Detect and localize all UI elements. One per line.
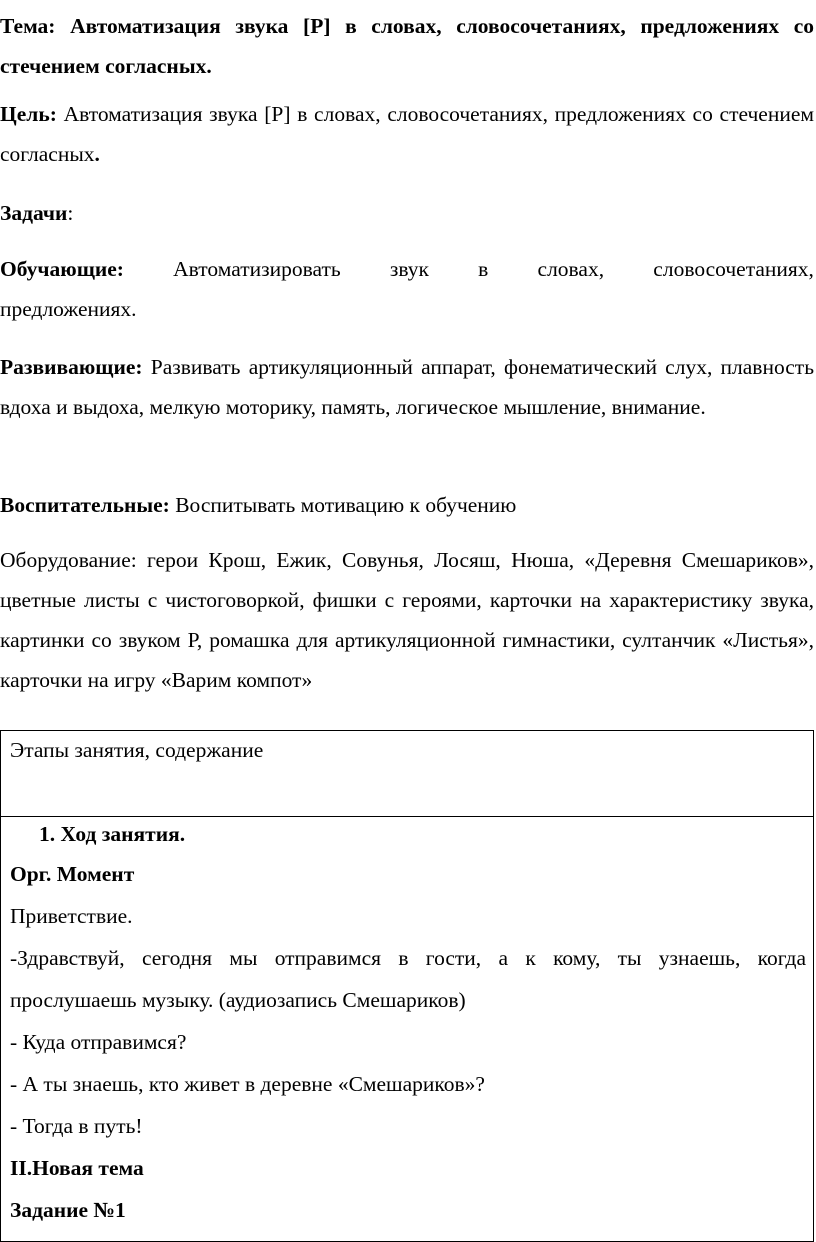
- educational-word: Автоматизировать: [173, 257, 341, 281]
- table-line: прослушаешь музыку. (аудиозапись Смешариков): [10, 988, 466, 1012]
- developing-text: Развивать артикуляционный аппарат, фонематический слух, плавность вдоха и выдоха, мелкую моторику, память, логическое мышление, внимание.: [0, 355, 814, 419]
- topic-label: Тема:: [0, 14, 56, 38]
- educational-label: Обучающие:: [0, 257, 124, 281]
- topic-text: Автоматизация звука [Р] в словах, словосочетаниях, предложениях со стечением согласных.: [0, 14, 814, 78]
- equipment-paragraph: [0, 540, 814, 700]
- table-line: - Куда отправимся?: [10, 1030, 187, 1054]
- educational-line-2: предложениях.: [0, 297, 137, 321]
- upbringing-paragraph: [0, 485, 814, 525]
- educational-line-1: [0, 249, 814, 289]
- table-line: -Здравствуй, сегодня мы отправимся в гости, а к кому, ты узнаешь, когда: [10, 946, 806, 970]
- equipment-text: Оборудование: герои Крош, Ежик, Совунья, Лосяш, Нюша, «Деревня Смешариков», цветные листы с чистоговоркой, фишки с героями, карточки на характеристику звука, картинки со звуком Р, ромашка для артикуляционной гимнастики, султанчик «Листья», карточки на игру «Варим компот»: [0, 548, 814, 692]
- upbringing-label: Воспитательные:: [0, 493, 170, 517]
- tasks-colon: :: [67, 201, 74, 225]
- table-header-row: [1, 731, 813, 817]
- tasks-heading: [0, 193, 814, 233]
- developing-label: Развивающие:: [0, 355, 143, 379]
- upbringing-text: Воспитывать мотивацию к обучению: [175, 493, 517, 517]
- table-line: - А ты знаешь, кто живет в деревне «Смешариков»?: [10, 1072, 485, 1096]
- topic-paragraph: [0, 6, 814, 86]
- table-line: Задание №1: [10, 1198, 126, 1222]
- lesson-table: [0, 730, 814, 1242]
- educational-word: в: [478, 257, 489, 281]
- educational-word: словосочетаниях,: [653, 257, 814, 281]
- table-line: 1. Ход занятия.: [39, 822, 186, 846]
- goal-tail: .: [94, 142, 100, 166]
- goal-paragraph: [0, 94, 814, 174]
- educational-word: словах,: [537, 257, 605, 281]
- table-header-cell: Этапы занятия, содержание: [10, 738, 264, 762]
- table-line: Орг. Момент: [10, 862, 135, 886]
- table-line: Приветствие.: [10, 904, 133, 928]
- table-line: II.Новая тема: [10, 1156, 144, 1180]
- tasks-label: Задачи: [0, 201, 68, 225]
- educational-paragraph: [0, 249, 814, 329]
- developing-paragraph: [0, 347, 814, 427]
- educational-word: звук: [389, 257, 429, 281]
- goal-label: Цель:: [0, 102, 57, 126]
- table-line: - Тогда в путь!: [10, 1114, 143, 1138]
- goal-text: Автоматизация звука [Р] в словах, словосочетаниях, предложениях со стечением согласных: [0, 102, 815, 166]
